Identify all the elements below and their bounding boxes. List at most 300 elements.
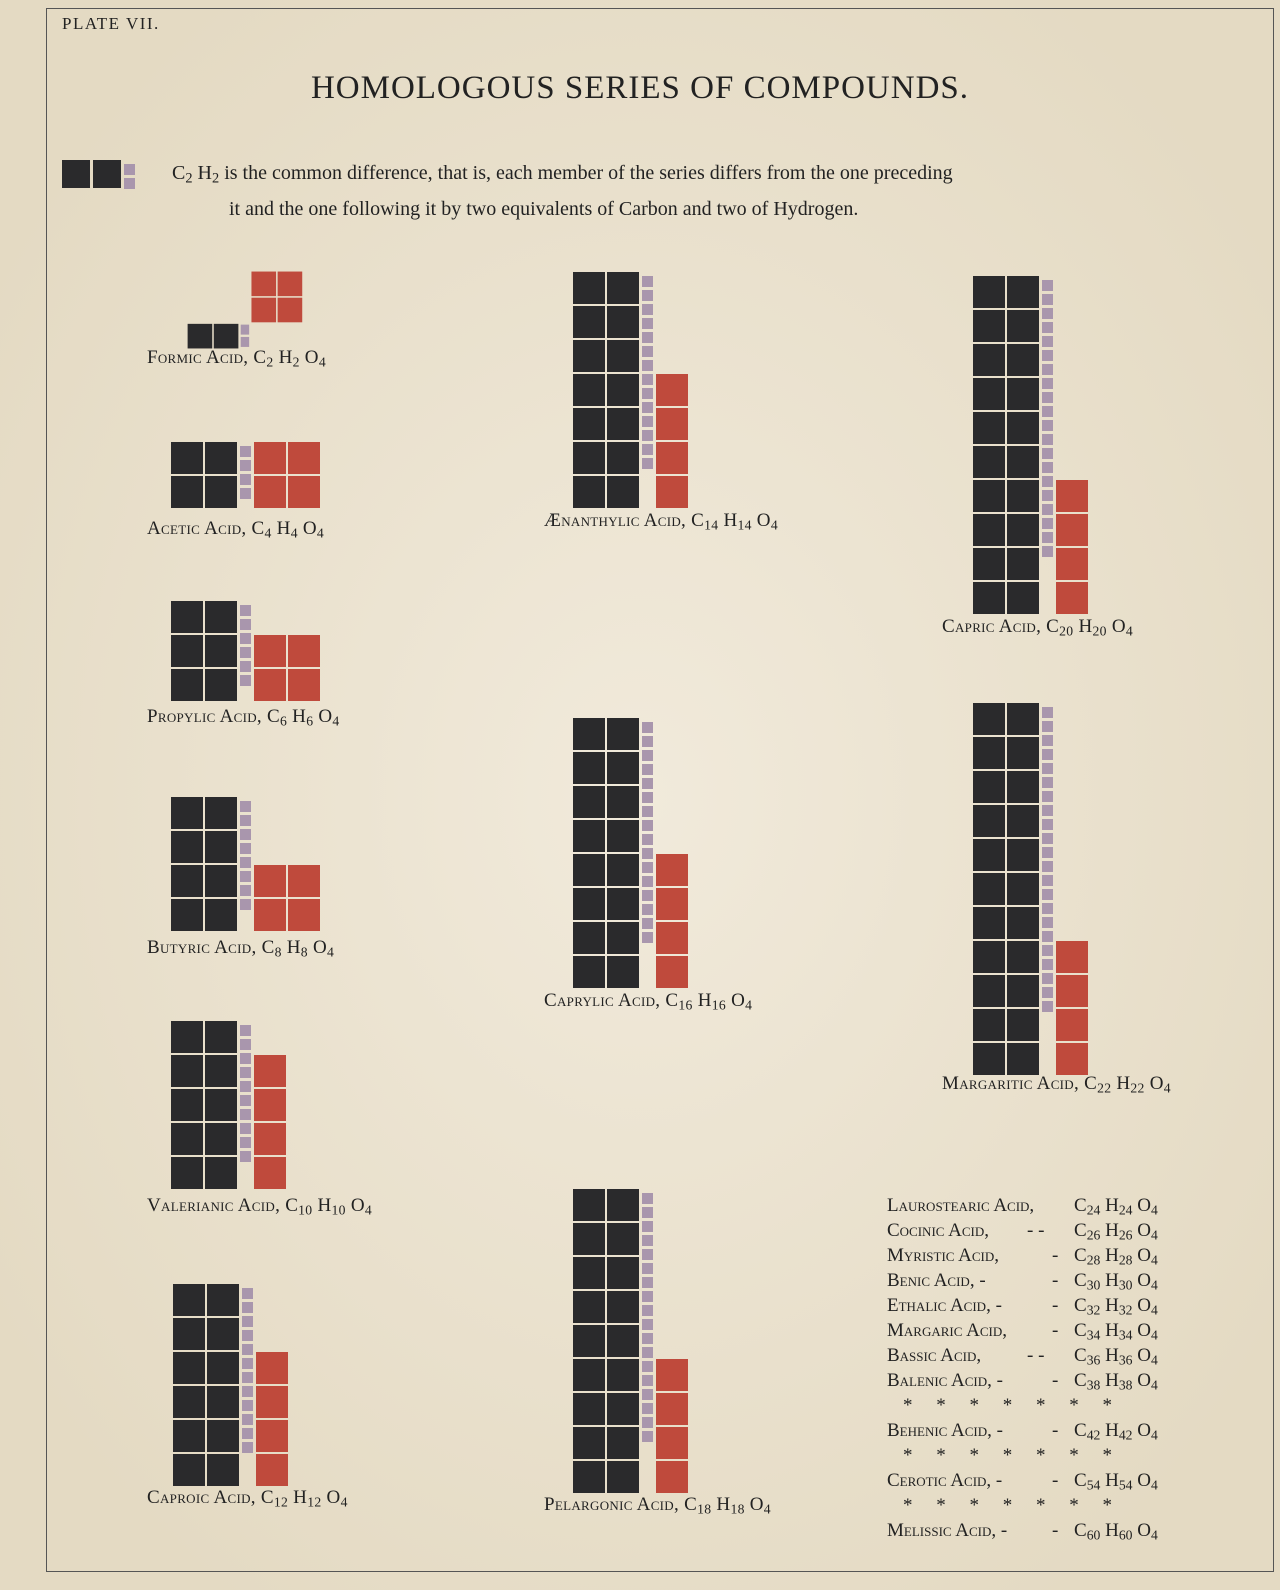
hydrogen-square: [1042, 987, 1053, 998]
h-count: 32: [1118, 1302, 1133, 1318]
list-item: [887, 1193, 1187, 1218]
carbon-square: [607, 888, 639, 920]
hydrogen-square: [242, 1302, 253, 1313]
carbon-square: [171, 669, 203, 701]
o-count: 4: [332, 713, 340, 729]
carbon-square: [207, 1318, 239, 1350]
list-item: [887, 1418, 1187, 1443]
hydrogen-square: [642, 1263, 653, 1274]
plate-number: PLATE VII.: [62, 14, 160, 33]
h-count: 8: [300, 944, 308, 960]
acid-name: Bassic Acid,: [887, 1345, 982, 1366]
o-count: 4: [770, 517, 778, 533]
hydrogen-square: [240, 1053, 251, 1064]
hydrogen-square: [1042, 945, 1053, 956]
hydrogen-square: [240, 899, 251, 910]
hydrogen-square: [1042, 861, 1053, 872]
carbon-square: [171, 1021, 203, 1053]
list-item: [887, 1243, 1187, 1268]
h-count: 34: [1118, 1327, 1133, 1343]
oxygen-square: [1056, 480, 1088, 512]
carbon-square: [171, 1123, 203, 1155]
acid-formula: $C_{54}$ $H_{54}$ $O_4$: [1074, 1470, 1158, 1493]
o-count: 4: [1151, 1352, 1158, 1368]
diagram-aenanthylic: [573, 272, 733, 512]
oxygen-square: [656, 1461, 688, 1493]
carbon-square: [573, 1325, 605, 1357]
hydrogen-square: [642, 1319, 653, 1330]
c-count: 36: [1086, 1352, 1101, 1368]
carbon-square: [973, 941, 1005, 973]
carbon-square: [973, 703, 1005, 735]
caption-acetic: Acetic Acid, $C_4$ $H_4$ $O_4$: [147, 518, 325, 541]
hydrogen-square: [1042, 420, 1053, 431]
acid-name: Margaric Acid,: [887, 1320, 1007, 1341]
carbon-square: [1007, 737, 1039, 769]
oxygen-square: [278, 272, 303, 297]
c-count: 8: [274, 944, 282, 960]
caption-propylic: Propylic Acid, $C_6$ $H_6$ $O_4$: [147, 706, 340, 729]
oxygen-square: [256, 1420, 288, 1452]
hydrogen-square: [642, 876, 653, 887]
hydrogen-square: [242, 1428, 253, 1439]
hydrogen-square: [1042, 336, 1053, 347]
caption-capric: Capric Acid, $C_{20}$ $H_{20}$ $O_4$: [942, 616, 1134, 639]
hydrogen-square: [1042, 518, 1053, 529]
hydrogen-square: [241, 337, 249, 347]
hydrogen-square: [1042, 532, 1053, 543]
hydrogen-square: [240, 474, 251, 485]
o-count: 4: [1151, 1377, 1158, 1393]
hydrogen-square: [240, 633, 251, 644]
oxygen-square: [256, 1352, 288, 1384]
carbon-square: [573, 1393, 605, 1425]
carbon-square: [171, 1089, 203, 1121]
carbon-square: [573, 1359, 605, 1391]
carbon-square: [205, 1157, 237, 1189]
intro-line-1-text: is the common difference, that is, each member of the series differs from the one preceding: [219, 162, 953, 184]
carbon-square: [973, 805, 1005, 837]
hydrogen-square: [242, 1358, 253, 1369]
caption-name: Caprylic Acid,: [544, 990, 661, 1011]
acid-name: Balenic Acid, -: [887, 1370, 1003, 1391]
carbon-square: [1007, 907, 1039, 939]
carbon-square: [171, 442, 203, 474]
carbon-square: [607, 1257, 639, 1289]
caption-name: Pelargonic Acid,: [544, 1494, 680, 1515]
oxygen-square: [254, 1055, 286, 1087]
hydrogen-square: [642, 1235, 653, 1246]
oxygen-square: [1056, 975, 1088, 1007]
intro-line-2: it and the one following it by two equivalents of Carbon and two of Hydrogen.: [229, 197, 859, 220]
hydrogen-square: [1042, 504, 1053, 515]
dash: -: [1052, 1420, 1059, 1441]
hydrogen-square: [1042, 364, 1053, 375]
carbon-square: [573, 272, 605, 304]
carbon-square: [973, 344, 1005, 376]
carbon-square: [171, 476, 203, 508]
hydrogen-square: [240, 1081, 251, 1092]
carbon-square: [973, 446, 1005, 478]
h-count: 4: [290, 525, 298, 541]
carbon-square: [573, 1291, 605, 1323]
carbon-square: [607, 1325, 639, 1357]
hydrogen-square: [642, 1333, 653, 1344]
carbon-square: [207, 1386, 239, 1418]
o-count: 4: [364, 1202, 373, 1218]
carbon-square: [973, 1009, 1005, 1041]
list-item: [887, 1468, 1187, 1493]
list-item: [887, 1368, 1187, 1393]
carbon-square: [607, 718, 639, 750]
carbon-square: [607, 1291, 639, 1323]
acid-name: Cocinic Acid,: [887, 1220, 990, 1241]
oxygen-square: [1056, 514, 1088, 546]
oxygen-square: [254, 442, 286, 474]
carbon-square: [173, 1352, 205, 1384]
hydrogen-square: [642, 1389, 653, 1400]
carbon-square: [1007, 873, 1039, 905]
o-count: 4: [1151, 1327, 1158, 1343]
caption-margaritic: Margaritic Acid, $C_{22}$ $H_{22}$ $O_4$: [942, 1073, 1171, 1096]
hydrogen-square: [242, 1386, 253, 1397]
carbon-square: [607, 1189, 639, 1221]
c-count: 26: [1086, 1227, 1101, 1243]
hydrogen-square: [642, 374, 653, 385]
acid-formula: $C_{36}$ $H_{36}$ $O_4$: [1074, 1345, 1158, 1368]
diagram-acetic: [171, 442, 331, 522]
carbon-square: [573, 374, 605, 406]
acid-name: Laurostearic Acid,: [887, 1195, 1035, 1216]
carbon-square: [607, 374, 639, 406]
carbon-square: [1007, 703, 1039, 735]
carbon-square: [573, 922, 605, 954]
hydrogen-square: [642, 792, 653, 803]
oxygen-square: [288, 635, 320, 667]
oxygen-square: [656, 442, 688, 474]
hydrogen-square: [642, 1403, 653, 1414]
hydrogen-square: [240, 871, 251, 882]
h-count: 30: [1118, 1277, 1133, 1293]
list-item: [887, 1218, 1187, 1243]
carbon-square: [173, 1284, 205, 1316]
hydrogen-square: [240, 675, 251, 686]
carbon-square: [607, 408, 639, 440]
oxygen-square: [251, 298, 276, 323]
carbon-square: [573, 1189, 605, 1221]
o-count: 4: [1151, 1277, 1158, 1293]
hydrogen-square: [1042, 294, 1053, 305]
oxygen-square: [1056, 1043, 1088, 1075]
hydrogen-square: [642, 1277, 653, 1288]
hydrogen-square: [642, 1417, 653, 1428]
oxygen-square: [254, 865, 286, 897]
carbon-square: [607, 1223, 639, 1255]
c-count: 16: [678, 997, 693, 1013]
c-count: 24: [1086, 1202, 1101, 1218]
intro-c-sub: 2: [185, 170, 193, 187]
caption-caproic: Caproic Acid, $C_{12}$ $H_{12}$ $O_4$: [147, 1487, 348, 1510]
acid-formula: $C_{32}$ $H_{32}$ $O_4$: [1074, 1295, 1158, 1318]
carbon-square: [573, 1427, 605, 1459]
caption-name: Caproic Acid,: [147, 1487, 256, 1508]
carbon-square: [607, 956, 639, 988]
hydrogen-square: [240, 829, 251, 840]
carbon-square: [973, 378, 1005, 410]
caption-valerianic: Valerianic Acid, $C_{10}$ $H_{10}$ $O_4$: [147, 1195, 373, 1218]
hydrogen-square: [1042, 931, 1053, 942]
hydrogen-square: [642, 1291, 653, 1302]
carbon-square: [973, 839, 1005, 871]
hydrogen-square: [240, 1095, 251, 1106]
h-count: 26: [1118, 1227, 1133, 1243]
carbon-square: [171, 899, 203, 931]
carbon-square: [171, 601, 203, 633]
carbon-square: [205, 797, 237, 829]
carbon-square: [973, 276, 1005, 308]
hydrogen-square: [240, 1039, 251, 1050]
carbon-square: [573, 442, 605, 474]
ellipsis-stars: [887, 1393, 1187, 1418]
carbon-square: [973, 737, 1005, 769]
acid-name: Benic Acid, -: [887, 1270, 986, 1291]
hydrogen-square: [1042, 973, 1053, 984]
hydrogen-square: [1042, 889, 1053, 900]
acid-formula: $C_{30}$ $H_{30}$ $O_4$: [1074, 1270, 1158, 1293]
caption-name: Butyric Acid,: [147, 937, 257, 958]
carbon-square: [607, 786, 639, 818]
hydrogen-square: [240, 488, 251, 499]
carbon-square: [1007, 412, 1039, 444]
carbon-square: [573, 408, 605, 440]
carbon-square: [573, 1223, 605, 1255]
oxygen-square: [656, 956, 688, 988]
caption-name: Acetic Acid,: [147, 518, 247, 539]
list-item: [887, 1293, 1187, 1318]
dash: - -: [1027, 1220, 1045, 1241]
hydrogen-square: [642, 778, 653, 789]
carbon-square: [171, 635, 203, 667]
hydrogen-square: [642, 1221, 653, 1232]
hydrogen-square: [642, 1249, 653, 1260]
hydrogen-square: [642, 318, 653, 329]
c-count: 30: [1086, 1277, 1101, 1293]
h-count: 54: [1118, 1477, 1133, 1493]
carbon-square: [607, 854, 639, 886]
c-count: 20: [1059, 623, 1074, 639]
carbon-square: [207, 1454, 239, 1486]
carbon-square: [171, 865, 203, 897]
carbon-square: [205, 1055, 237, 1087]
intro-h: H: [192, 162, 212, 184]
hydrogen-square: [242, 1344, 253, 1355]
hydrogen-square: [240, 446, 251, 457]
oxygen-square: [656, 374, 688, 406]
caption-name: Propylic Acid,: [147, 706, 262, 727]
dash: - -: [1027, 1345, 1045, 1366]
oxygen-square: [256, 1386, 288, 1418]
carbon-square: [205, 601, 237, 633]
carbon-square: [1007, 1009, 1039, 1041]
acid-name: Myristic Acid,: [887, 1245, 1000, 1266]
acid-formula: $C_{38}$ $H_{38}$ $O_4$: [1074, 1370, 1158, 1393]
acid-formula: $C_{42}$ $H_{42}$ $O_4$: [1074, 1420, 1158, 1443]
h-count: 22: [1130, 1080, 1145, 1096]
carbon-square: [607, 1359, 639, 1391]
oxygen-square: [1056, 941, 1088, 973]
hydrogen-square: [1042, 1001, 1053, 1012]
dash: -: [1052, 1320, 1059, 1341]
c-count: 22: [1097, 1080, 1112, 1096]
hydrogen-square: [240, 1109, 251, 1120]
o-count: 4: [1151, 1477, 1158, 1493]
carbon-square: [607, 752, 639, 784]
o-count: 4: [316, 525, 325, 541]
diagram-propylic: [171, 601, 331, 711]
hydrogen-square: [1042, 392, 1053, 403]
hydrogen-square: [642, 848, 653, 859]
o-count: 4: [1163, 1080, 1171, 1096]
hydrogen-square: [240, 843, 251, 854]
diagram-pelargonic: [573, 1189, 733, 1489]
oxygen-square: [656, 888, 688, 920]
hydrogen-square: [1042, 847, 1053, 858]
c-count: 32: [1086, 1302, 1101, 1318]
carbon-square: [1007, 771, 1039, 803]
oxygen-square: [251, 272, 276, 297]
carbon-square: [1007, 548, 1039, 580]
caption-aenanthylic: Ænanthylic Acid, $C_{14}$ $H_{14}$ $O_4$: [544, 510, 778, 533]
hydrogen-square: [642, 890, 653, 901]
carbon-square: [207, 1352, 239, 1384]
carbon-square: [573, 752, 605, 784]
hydrogen-square: [242, 1442, 253, 1453]
hydrogen-square: [1042, 735, 1053, 746]
oxygen-square: [656, 1359, 688, 1391]
carbon-square: [973, 582, 1005, 614]
carbon-square: [573, 340, 605, 372]
carbon-square: [973, 548, 1005, 580]
intro-c: C: [172, 162, 186, 184]
caption-butyric: Butyric Acid, $C_8$ $H_8$ $O_4$: [147, 937, 335, 960]
c-count: 54: [1086, 1477, 1101, 1493]
hydrogen-square: [1042, 777, 1053, 788]
o-count: 4: [1151, 1252, 1158, 1268]
c-count: 6: [279, 713, 288, 729]
hydrogen-square: [1042, 406, 1053, 417]
page-title: HOMOLOGOUS SERIES OF COMPOUNDS.: [310, 70, 970, 106]
c-count: 34: [1086, 1327, 1101, 1343]
carbon-square: [171, 831, 203, 863]
h-count: 14: [737, 517, 752, 533]
hydrogen-square: [1042, 749, 1053, 760]
hydrogen-square: [242, 1414, 253, 1425]
list-item: [887, 1343, 1187, 1368]
further-series-list: [887, 1193, 1187, 1543]
hydrogen-square: [642, 1347, 653, 1358]
carbon-square: [607, 442, 639, 474]
hydrogen-square: [240, 1025, 251, 1036]
hydrogen-square: [242, 1400, 253, 1411]
hydrogen-square: [242, 1372, 253, 1383]
diagram-butyric: [171, 797, 351, 937]
h-count: 42: [1118, 1427, 1133, 1443]
acid-formula: $C_{28}$ $H_{28}$ $O_4$: [1074, 1245, 1158, 1268]
hydrogen-square: [642, 1431, 653, 1442]
carbon-square: [973, 412, 1005, 444]
carbon-square: [973, 1043, 1005, 1075]
carbon-square: [607, 306, 639, 338]
caption-name: Formic Acid,: [147, 347, 249, 368]
h-count: 16: [711, 997, 727, 1013]
ellipsis-stars: [887, 1493, 1187, 1518]
carbon-square: [171, 1157, 203, 1189]
hydrogen-square: [1042, 819, 1053, 830]
carbon-square: [973, 771, 1005, 803]
oxygen-square: [656, 1427, 688, 1459]
h-count: 28: [1118, 1252, 1133, 1268]
intro-line-1: [172, 158, 1222, 194]
hydrogen-square: [240, 1151, 251, 1162]
oxygen-square: [656, 922, 688, 954]
h-count: 2: [292, 354, 300, 370]
dash: -: [1052, 1295, 1059, 1316]
oxygen-square: [656, 1393, 688, 1425]
oxygen-square: [1056, 582, 1088, 614]
ellipsis-stars: [887, 1443, 1187, 1468]
acid-formula: $C_{24}$ $H_{24}$ $O_4$: [1074, 1195, 1158, 1218]
dash: -: [1052, 1370, 1059, 1391]
c-count: 28: [1086, 1252, 1101, 1268]
carbon-square: [607, 1427, 639, 1459]
carbon-square: [607, 272, 639, 304]
o-count: 4: [318, 354, 326, 370]
carbon-square: [205, 669, 237, 701]
hydrogen-square: [1042, 959, 1053, 970]
hydrogen-square: [240, 801, 251, 812]
caption-caprylic: Caprylic Acid, $C_{16}$ $H_{16}$ $O_4$: [544, 990, 753, 1013]
hydrogen-square: [642, 290, 653, 301]
o-count: 4: [1151, 1202, 1158, 1218]
hydrogen-square: [642, 904, 653, 915]
carbon-square: [173, 1386, 205, 1418]
carbon-square: [1007, 582, 1039, 614]
list-item: [887, 1318, 1187, 1343]
hydrogen-square: [642, 932, 653, 943]
hydrogen-square: [1042, 476, 1053, 487]
caption-name: Capric Acid,: [942, 616, 1042, 637]
diagram-caprylic: [573, 718, 733, 988]
diagram-margaritic: [973, 703, 1133, 1073]
oxygen-square: [288, 899, 320, 931]
o-count: 4: [1151, 1302, 1158, 1318]
caption-name: Margaritic Acid,: [942, 1073, 1080, 1094]
diagram-formic: [173, 270, 333, 350]
caption-name: Ænanthylic Acid,: [544, 510, 687, 531]
hydrogen-square: [642, 402, 653, 413]
hydrogen-square: [1042, 350, 1053, 361]
hydrogen-square: [642, 332, 653, 343]
carbon-square: [1007, 514, 1039, 546]
hydrogen-square: [240, 815, 251, 826]
o-count: 4: [763, 1501, 771, 1517]
carbon-square: [573, 786, 605, 818]
carbon-square: [1007, 480, 1039, 512]
hydrogen-square: [642, 722, 653, 733]
diagram-capric: [973, 276, 1133, 616]
hydrogen-square: [240, 857, 251, 868]
hydrogen-square: [1042, 322, 1053, 333]
